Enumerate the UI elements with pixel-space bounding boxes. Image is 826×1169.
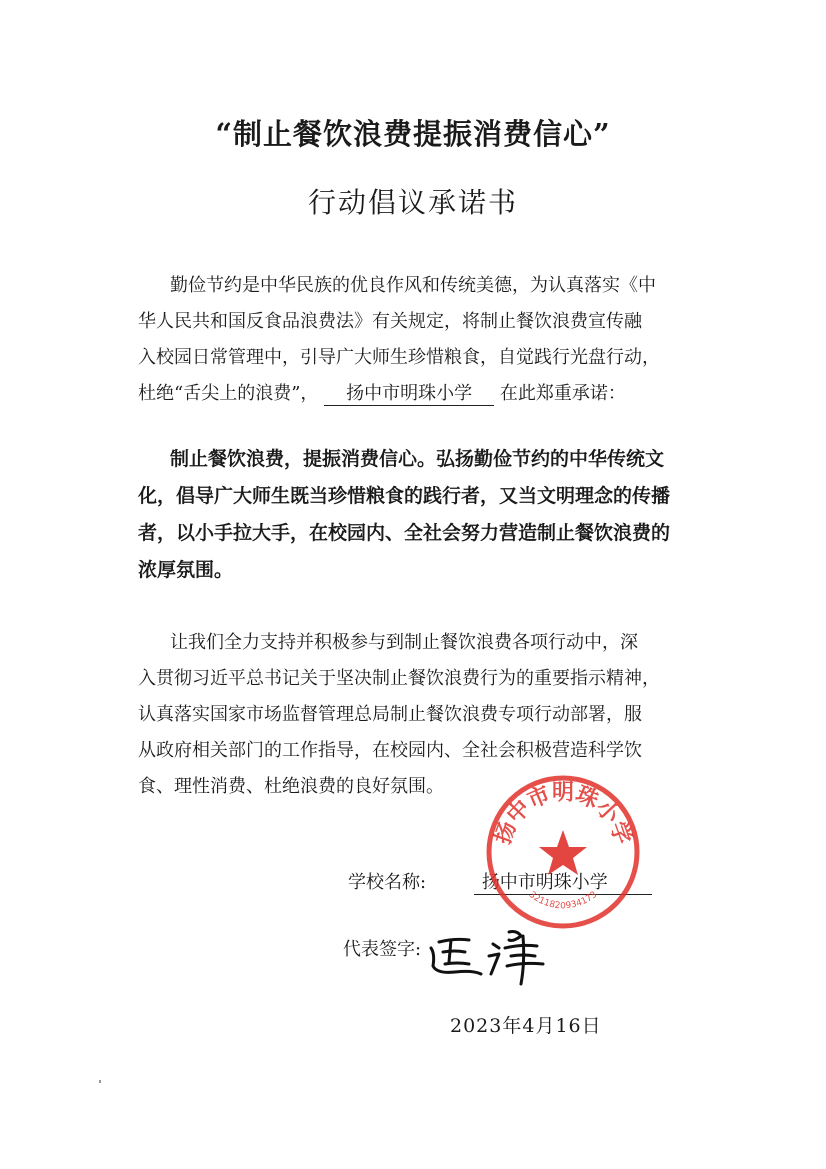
paragraph-2-line: 者，以小手拉大手，在校园内、全社会努力营造制止餐饮浪费的 (138, 522, 671, 544)
paragraph-2-line: 制止餐饮浪费，提振消费信心。弘扬勤俭节约的中华传统文 (170, 448, 665, 470)
paragraph-2-line: 浓厚氛围。 (138, 559, 234, 581)
paragraph-3-line: 从政府相关部门的工作指导，在校园内、全社会积极营造科学饮 (138, 740, 642, 761)
paragraph-1-line: 勤俭节约是中华民族的优良作风和传统美德，为认真落实《中 (170, 275, 656, 296)
school-seal (483, 772, 643, 932)
paragraph-3-line: 食、理性消费、杜绝浪费的良好氛围。 (138, 776, 444, 797)
paragraph-3-line: 让我们全力支持并积极参与到制止餐饮浪费各项行动中，深 (170, 632, 638, 653)
paragraph-1 (138, 268, 698, 412)
paragraph-2 (138, 441, 698, 589)
school-name-value: 扬中市明珠小学 (474, 872, 652, 895)
school-name-blank: 扬中市明珠小学 (324, 383, 494, 406)
paragraph-1-line: 入校园日常管理中，引导广大师生珍惜粮食，自觉践行光盘行动， (138, 347, 660, 368)
paragraph-2-line: 化，倡导广大师生既当珍惜粮食的践行者，又当文明理念的传播 (138, 485, 671, 507)
document-date: 2023年4月16日 (450, 1015, 602, 1037)
page-speck (99, 1080, 101, 1083)
paragraph-1-prefix: 杜绝“舌尖上的浪费”， (138, 383, 319, 404)
seal-code: 3211820934173 (526, 889, 600, 912)
paragraph-1-last-line (138, 376, 698, 412)
seal-star-icon (539, 830, 587, 875)
seal-text: 扬中市明珠小学 (490, 780, 636, 848)
document-title-line2: 行动倡议承诺书 (307, 186, 518, 219)
paragraph-1-suffix: 在此郑重承诺： (499, 383, 626, 404)
paragraph-1-line: 华人民共和国反食品浪费法》有关规定，将制止餐饮浪费宣传融 (138, 311, 642, 332)
signature-row (343, 935, 421, 961)
school-name-label: 学校名称: (348, 872, 427, 893)
signature-label: 代表签字: (343, 939, 422, 960)
paragraph-3-line: 入贯彻习近平总书记关于坚决制止餐饮浪费行为的重要指示精神， (138, 668, 660, 689)
paragraph-3-line: 认真落实国家市场监督管理总局制止餐饮浪费专项行动部署，服 (138, 704, 642, 725)
document-title-line1: “制止餐饮浪费提振消费信心” (215, 117, 611, 151)
